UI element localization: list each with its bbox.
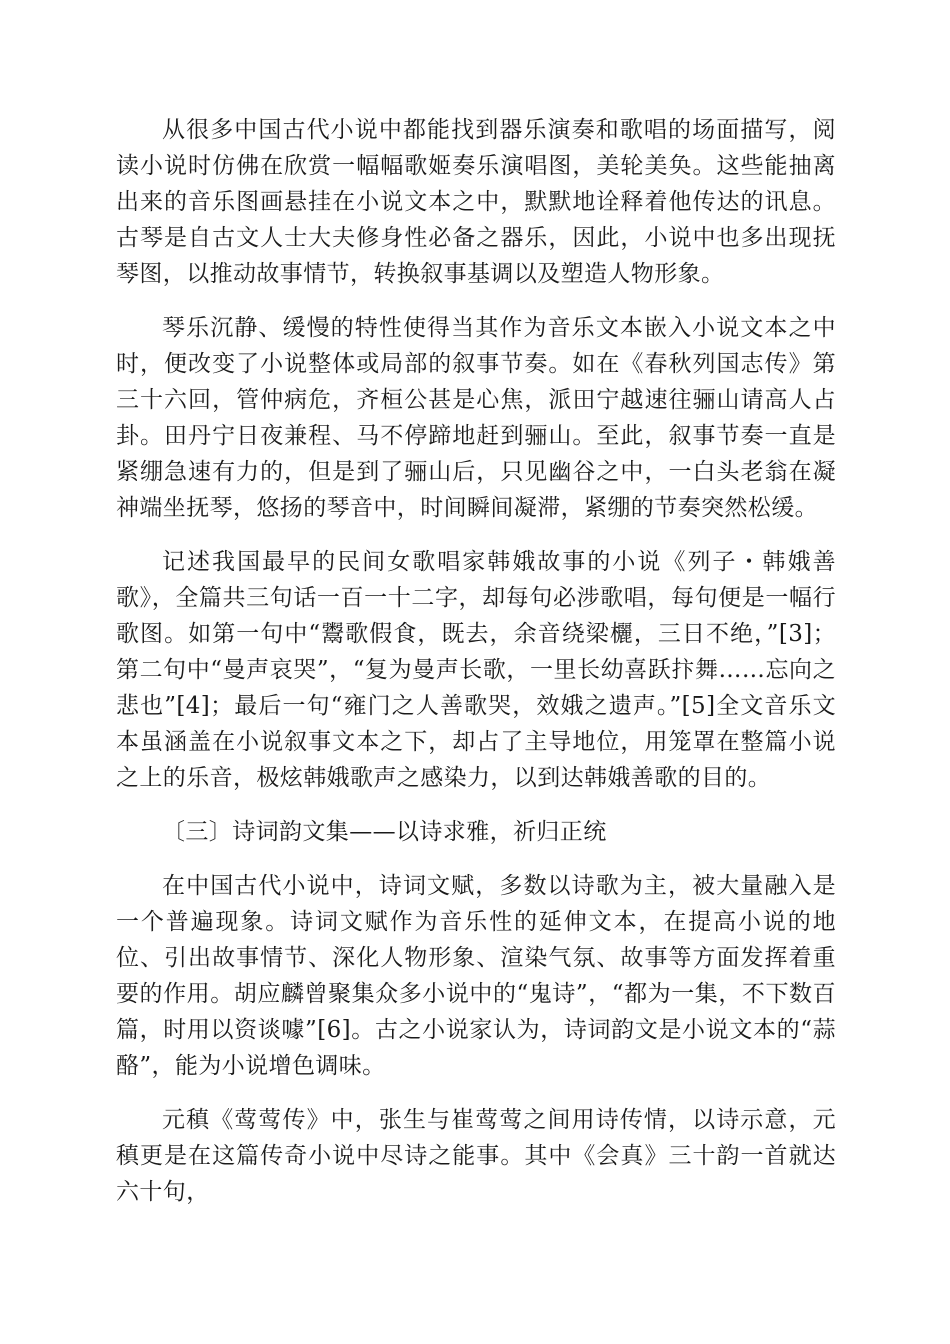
paragraph-5: 元稹《莺莺传》中，张生与崔莺莺之间用诗传情，以诗示意，元稹更是在这篇传奇小说中尽诗之能事。其中《会真》三十韵一首就达六十句， bbox=[116, 1107, 836, 1205]
paragraph-2: 琴乐沉静、缓慢的特性使得当其作为音乐文本嵌入小说文本之中时，便改变了小说整体或局部的叙事节奏。如在《春秋列国志传》第三十六回，管仲病危，齐桓公甚是心焦，派田宁越速往骊山请高人占卦。田丹宁日夜兼程、马不停蹄地赶到骊山。至此，叙事节奏一直是紧绷急速有力的，但是到了骊山后，只见幽谷之中，一白头老翁在凝神端坐抚琴，悠扬的琴音中，时间瞬间凝滞，紧绷的节奏突然松缓。 bbox=[116, 315, 836, 521]
paragraph-spacer bbox=[116, 526, 836, 544]
document-body bbox=[116, 112, 836, 1210]
paragraph-spacer bbox=[116, 292, 836, 310]
paragraph-spacer bbox=[116, 1084, 836, 1102]
paragraph-1: 从很多中国古代小说中都能找到器乐演奏和歌唱的场面描写，阅读小说时仿佛在欣赏一幅幅歌姬奏乐演唱图，美轮美奂。这些能抽离出来的音乐图画悬挂在小说文本之中，默默地诠释着他传达的讯息。古琴是自古文人士大夫修身性必备之器乐，因此，小说中也多出现抚琴图，以推动故事情节，转换叙事基调以及塑造人物形象。 bbox=[116, 117, 836, 287]
section-heading: 〔三〕诗词韵文集——以诗求雅，祈归正统 bbox=[162, 819, 607, 845]
paragraph-spacer bbox=[116, 850, 836, 868]
paragraph-spacer bbox=[116, 796, 836, 814]
paragraph-4: 在中国古代小说中，诗词文赋，多数以诗歌为主，被大量融入是一个普遍现象。诗词文赋作为音乐性的延伸文本，在提高小说的地位、引出故事情节、深化人物形象、渲染气氛、故事等方面发挥着重要的作用。胡应麟曾聚集众多小说中的“鬼诗”，“都为一集，不下数百篇，时用以资谈噱”[6]。古之小说家认为，诗词韵文是小说文本的“蒜酪”，能为小说增色调味。 bbox=[116, 873, 836, 1079]
paragraph-3: 记述我国最早的民间女歌唱家韩娥故事的小说《列子・韩娥善歌》，全篇共三句话一百一十二字，却每句必涉歌唱，每句便是一幅行歌图。如第一句中“鬻歌假食，既去，余音绕梁欐，三日不绝，”[3]；第二句中“曼声哀哭”，“复为曼声长歌，一里长幼喜跃抃舞……忘向之悲也”[4]；最后一句“雍门之人善歌哭，效娥之遗声。”[5]全文音乐文本虽涵盖在小说叙事文本之下，却占了主导地位，用笼罩在整篇小说之上的乐音，极炫韩娥歌声之感染力，以到达韩娥善歌的目的。 bbox=[116, 549, 836, 791]
